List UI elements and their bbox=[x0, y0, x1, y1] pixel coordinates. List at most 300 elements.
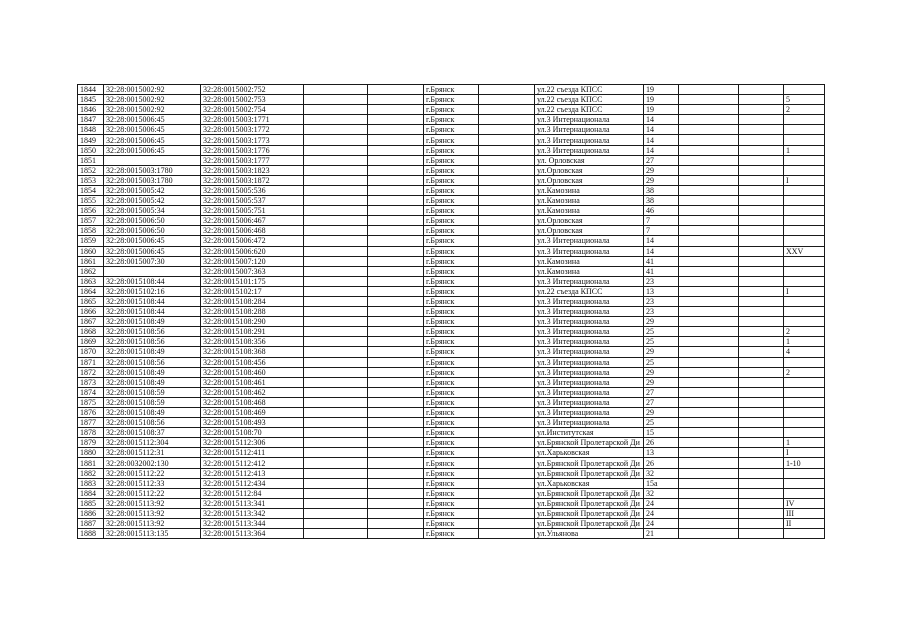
row-number-cell: 1850 bbox=[78, 145, 104, 155]
parent-cadastral-cell: 32:28:0015007:30 bbox=[104, 256, 201, 266]
blank-cell-7 bbox=[479, 175, 535, 185]
blank-cell-11 bbox=[739, 357, 784, 367]
blank-cell-4 bbox=[304, 337, 368, 347]
table-row bbox=[78, 397, 825, 407]
apartment-cell bbox=[784, 185, 825, 195]
table-row bbox=[78, 256, 825, 266]
parent-cadastral-cell: 32:28:0015006:50 bbox=[104, 226, 201, 236]
parent-cadastral-cell: 32:28:0015006:45 bbox=[104, 246, 201, 256]
table-row bbox=[78, 95, 825, 105]
parent-cadastral-cell: 32:28:0015006:45 bbox=[104, 135, 201, 145]
row-number-cell: 1870 bbox=[78, 347, 104, 357]
house-number-cell: 19 bbox=[644, 105, 679, 115]
row-number-cell: 1862 bbox=[78, 266, 104, 276]
city-cell: г.Брянск bbox=[424, 135, 479, 145]
blank-cell-10 bbox=[679, 347, 739, 357]
blank-cell-11 bbox=[739, 276, 784, 286]
row-number-cell: 1851 bbox=[78, 155, 104, 165]
table-row bbox=[78, 357, 825, 367]
row-number-cell: 1847 bbox=[78, 115, 104, 125]
parent-cadastral-cell bbox=[104, 155, 201, 165]
table-row bbox=[78, 266, 825, 276]
blank-cell-11 bbox=[739, 337, 784, 347]
blank-cell-11 bbox=[739, 438, 784, 448]
blank-cell-5 bbox=[368, 155, 424, 165]
street-cell: ул.22 съезда КПСС bbox=[535, 286, 644, 296]
blank-cell-5 bbox=[368, 125, 424, 135]
blank-cell-7 bbox=[479, 206, 535, 216]
city-cell: г.Брянск bbox=[424, 105, 479, 115]
street-cell: ул.Орловская bbox=[535, 175, 644, 185]
blank-cell-7 bbox=[479, 488, 535, 498]
cadastral-number-cell: 32:28:0015108:493 bbox=[201, 418, 304, 428]
blank-cell-7 bbox=[479, 85, 535, 95]
city-cell: г.Брянск bbox=[424, 347, 479, 357]
street-cell: ул.3 Интернационала bbox=[535, 236, 644, 246]
blank-cell-5 bbox=[368, 357, 424, 367]
city-cell: г.Брянск bbox=[424, 508, 479, 518]
street-cell: ул.Брянской Пролетарской Ди bbox=[535, 508, 644, 518]
table-row bbox=[78, 508, 825, 518]
blank-cell-7 bbox=[479, 276, 535, 286]
blank-cell-7 bbox=[479, 317, 535, 327]
row-number-cell: 1845 bbox=[78, 95, 104, 105]
blank-cell-10 bbox=[679, 165, 739, 175]
blank-cell-10 bbox=[679, 296, 739, 306]
house-number-cell: 13 bbox=[644, 286, 679, 296]
street-cell: ул.Харьковская bbox=[535, 448, 644, 458]
street-cell: ул.Харьковская bbox=[535, 478, 644, 488]
apartment-cell: 2 bbox=[784, 327, 825, 337]
table-row bbox=[78, 125, 825, 135]
blank-cell-4 bbox=[304, 508, 368, 518]
parent-cadastral-cell: 32:28:0015003:1780 bbox=[104, 165, 201, 175]
house-number-cell: 14 bbox=[644, 246, 679, 256]
apartment-cell bbox=[784, 488, 825, 498]
street-cell: ул.Брянской Пролетарской Ди bbox=[535, 438, 644, 448]
street-cell: ул.22 съезда КПСС bbox=[535, 85, 644, 95]
house-number-cell: 24 bbox=[644, 508, 679, 518]
blank-cell-4 bbox=[304, 347, 368, 357]
apartment-cell: I bbox=[784, 286, 825, 296]
row-number-cell: 1873 bbox=[78, 377, 104, 387]
house-number-cell: 24 bbox=[644, 498, 679, 508]
blank-cell-10 bbox=[679, 266, 739, 276]
parent-cadastral-cell: 32:28:0015005:34 bbox=[104, 206, 201, 216]
street-cell: ул.Брянской Пролетарской Ди bbox=[535, 498, 644, 508]
blank-cell-10 bbox=[679, 256, 739, 266]
table-row bbox=[78, 307, 825, 317]
blank-cell-5 bbox=[368, 236, 424, 246]
blank-cell-7 bbox=[479, 478, 535, 488]
row-number-cell: 1866 bbox=[78, 307, 104, 317]
blank-cell-5 bbox=[368, 458, 424, 468]
cadastral-number-cell: 32:28:0015003:1872 bbox=[201, 175, 304, 185]
city-cell: г.Брянск bbox=[424, 337, 479, 347]
cadastral-number-cell: 32:28:0015112:413 bbox=[201, 468, 304, 478]
city-cell: г.Брянск bbox=[424, 317, 479, 327]
table-row bbox=[78, 377, 825, 387]
blank-cell-5 bbox=[368, 337, 424, 347]
blank-cell-7 bbox=[479, 135, 535, 145]
blank-cell-11 bbox=[739, 498, 784, 508]
blank-cell-10 bbox=[679, 428, 739, 438]
house-number-cell: 13 bbox=[644, 448, 679, 458]
blank-cell-7 bbox=[479, 246, 535, 256]
blank-cell-11 bbox=[739, 216, 784, 226]
street-cell: ул.Ульянова bbox=[535, 529, 644, 539]
blank-cell-7 bbox=[479, 307, 535, 317]
apartment-cell bbox=[784, 357, 825, 367]
blank-cell-4 bbox=[304, 276, 368, 286]
blank-cell-10 bbox=[679, 508, 739, 518]
house-number-cell: 14 bbox=[644, 236, 679, 246]
blank-cell-4 bbox=[304, 226, 368, 236]
blank-cell-7 bbox=[479, 226, 535, 236]
city-cell: г.Брянск bbox=[424, 145, 479, 155]
blank-cell-7 bbox=[479, 448, 535, 458]
cadastral-number-cell: 32:28:0015112:306 bbox=[201, 438, 304, 448]
parent-cadastral-cell: 32:28:0015005:42 bbox=[104, 196, 201, 206]
blank-cell-11 bbox=[739, 115, 784, 125]
table-row bbox=[78, 428, 825, 438]
street-cell: ул.3 Интернационала bbox=[535, 115, 644, 125]
cadastral-number-cell: 32:28:0015113:342 bbox=[201, 508, 304, 518]
city-cell: г.Брянск bbox=[424, 418, 479, 428]
street-cell: ул.22 съезда КПСС bbox=[535, 105, 644, 115]
row-number-cell: 1852 bbox=[78, 165, 104, 175]
parent-cadastral-cell bbox=[104, 266, 201, 276]
blank-cell-10 bbox=[679, 519, 739, 529]
blank-cell-4 bbox=[304, 458, 368, 468]
blank-cell-4 bbox=[304, 155, 368, 165]
blank-cell-11 bbox=[739, 468, 784, 478]
apartment-cell: XXV bbox=[784, 246, 825, 256]
house-number-cell: 25 bbox=[644, 327, 679, 337]
blank-cell-4 bbox=[304, 105, 368, 115]
apartment-cell bbox=[784, 206, 825, 216]
cadastral-number-cell: 32:28:0015113:344 bbox=[201, 519, 304, 529]
table-row bbox=[78, 337, 825, 347]
house-number-cell: 27 bbox=[644, 397, 679, 407]
blank-cell-7 bbox=[479, 397, 535, 407]
house-number-cell: 24 bbox=[644, 519, 679, 529]
blank-cell-4 bbox=[304, 448, 368, 458]
blank-cell-5 bbox=[368, 185, 424, 195]
apartment-cell bbox=[784, 236, 825, 246]
house-number-cell: 32 bbox=[644, 468, 679, 478]
table-row bbox=[78, 458, 825, 468]
blank-cell-5 bbox=[368, 135, 424, 145]
city-cell: г.Брянск bbox=[424, 377, 479, 387]
blank-cell-5 bbox=[368, 488, 424, 498]
blank-cell-10 bbox=[679, 246, 739, 256]
blank-cell-4 bbox=[304, 246, 368, 256]
cadastral-number-cell: 32:28:0015003:1771 bbox=[201, 115, 304, 125]
blank-cell-4 bbox=[304, 296, 368, 306]
row-number-cell: 1880 bbox=[78, 448, 104, 458]
apartment-cell bbox=[784, 276, 825, 286]
blank-cell-10 bbox=[679, 196, 739, 206]
table-row bbox=[78, 226, 825, 236]
house-number-cell: 41 bbox=[644, 266, 679, 276]
street-cell: ул.Брянской Пролетарской Ди bbox=[535, 519, 644, 529]
table-row bbox=[78, 387, 825, 397]
street-cell: ул.Брянской Пролетарской Ди bbox=[535, 458, 644, 468]
blank-cell-7 bbox=[479, 337, 535, 347]
blank-cell-5 bbox=[368, 448, 424, 458]
blank-cell-11 bbox=[739, 196, 784, 206]
street-cell: ул. Орловская bbox=[535, 155, 644, 165]
blank-cell-7 bbox=[479, 468, 535, 478]
blank-cell-7 bbox=[479, 428, 535, 438]
blank-cell-5 bbox=[368, 438, 424, 448]
blank-cell-5 bbox=[368, 367, 424, 377]
parent-cadastral-cell: 32:28:0015006:45 bbox=[104, 115, 201, 125]
blank-cell-4 bbox=[304, 468, 368, 478]
blank-cell-10 bbox=[679, 317, 739, 327]
row-number-cell: 1853 bbox=[78, 175, 104, 185]
house-number-cell: 41 bbox=[644, 256, 679, 266]
table-row bbox=[78, 327, 825, 337]
row-number-cell: 1846 bbox=[78, 105, 104, 115]
parent-cadastral-cell: 32:28:0015002:92 bbox=[104, 85, 201, 95]
blank-cell-7 bbox=[479, 519, 535, 529]
blank-cell-7 bbox=[479, 357, 535, 367]
city-cell: г.Брянск bbox=[424, 529, 479, 539]
street-cell: ул.3 Интернационала bbox=[535, 317, 644, 327]
row-number-cell: 1864 bbox=[78, 286, 104, 296]
parent-cadastral-cell: 32:28:0015006:45 bbox=[104, 236, 201, 246]
apartment-cell: III bbox=[784, 508, 825, 518]
street-cell: ул.Брянской Пролетарской Ди bbox=[535, 488, 644, 498]
city-cell: г.Брянск bbox=[424, 246, 479, 256]
blank-cell-5 bbox=[368, 508, 424, 518]
blank-cell-7 bbox=[479, 165, 535, 175]
blank-cell-7 bbox=[479, 408, 535, 418]
blank-cell-10 bbox=[679, 307, 739, 317]
city-cell: г.Брянск bbox=[424, 519, 479, 529]
blank-cell-5 bbox=[368, 418, 424, 428]
blank-cell-11 bbox=[739, 105, 784, 115]
city-cell: г.Брянск bbox=[424, 185, 479, 195]
row-number-cell: 1875 bbox=[78, 397, 104, 407]
blank-cell-10 bbox=[679, 206, 739, 216]
apartment-cell bbox=[784, 296, 825, 306]
house-number-cell: 27 bbox=[644, 387, 679, 397]
blank-cell-7 bbox=[479, 105, 535, 115]
registry-body bbox=[78, 85, 825, 539]
house-number-cell: 29 bbox=[644, 175, 679, 185]
table-row bbox=[78, 478, 825, 488]
house-number-cell: 29 bbox=[644, 347, 679, 357]
blank-cell-4 bbox=[304, 438, 368, 448]
street-cell: ул.3 Интернационала bbox=[535, 397, 644, 407]
blank-cell-5 bbox=[368, 216, 424, 226]
house-number-cell: 14 bbox=[644, 135, 679, 145]
cadastral-number-cell: 32:28:0015108:461 bbox=[201, 377, 304, 387]
street-cell: ул.3 Интернационала bbox=[535, 246, 644, 256]
cadastral-number-cell: 32:28:0015003:1823 bbox=[201, 165, 304, 175]
cadastral-number-cell: 32:28:0015108:284 bbox=[201, 296, 304, 306]
table-row bbox=[78, 296, 825, 306]
city-cell: г.Брянск bbox=[424, 488, 479, 498]
blank-cell-11 bbox=[739, 145, 784, 155]
blank-cell-5 bbox=[368, 256, 424, 266]
city-cell: г.Брянск bbox=[424, 428, 479, 438]
blank-cell-4 bbox=[304, 256, 368, 266]
apartment-cell: I bbox=[784, 448, 825, 458]
city-cell: г.Брянск bbox=[424, 438, 479, 448]
table-row bbox=[78, 206, 825, 216]
apartment-cell bbox=[784, 468, 825, 478]
city-cell: г.Брянск bbox=[424, 458, 479, 468]
house-number-cell: 26 bbox=[644, 438, 679, 448]
cadastral-number-cell: 32:28:0015108:462 bbox=[201, 387, 304, 397]
city-cell: г.Брянск bbox=[424, 286, 479, 296]
city-cell: г.Брянск bbox=[424, 95, 479, 105]
blank-cell-5 bbox=[368, 95, 424, 105]
row-number-cell: 1863 bbox=[78, 276, 104, 286]
blank-cell-4 bbox=[304, 216, 368, 226]
street-cell: ул.3 Интернационала bbox=[535, 337, 644, 347]
blank-cell-10 bbox=[679, 438, 739, 448]
blank-cell-11 bbox=[739, 347, 784, 357]
apartment-cell bbox=[784, 307, 825, 317]
cadastral-number-cell: 32:28:0015108:356 bbox=[201, 337, 304, 347]
street-cell: ул.Орловская bbox=[535, 165, 644, 175]
row-number-cell: 1856 bbox=[78, 206, 104, 216]
row-number-cell: 1855 bbox=[78, 196, 104, 206]
parent-cadastral-cell: 32:28:0015108:56 bbox=[104, 418, 201, 428]
blank-cell-5 bbox=[368, 478, 424, 488]
house-number-cell: 23 bbox=[644, 276, 679, 286]
row-number-cell: 1887 bbox=[78, 519, 104, 529]
cadastral-number-cell: 32:28:0015002:752 bbox=[201, 85, 304, 95]
parent-cadastral-cell: 32:28:0015108:56 bbox=[104, 337, 201, 347]
blank-cell-4 bbox=[304, 85, 368, 95]
blank-cell-11 bbox=[739, 397, 784, 407]
street-cell: ул.22 съезда КПСС bbox=[535, 95, 644, 105]
blank-cell-10 bbox=[679, 216, 739, 226]
house-number-cell: 27 bbox=[644, 155, 679, 165]
house-number-cell: 38 bbox=[644, 196, 679, 206]
blank-cell-4 bbox=[304, 206, 368, 216]
blank-cell-11 bbox=[739, 296, 784, 306]
house-number-cell: 25 bbox=[644, 357, 679, 367]
street-cell: ул.3 Интернационала bbox=[535, 145, 644, 155]
row-number-cell: 1876 bbox=[78, 408, 104, 418]
parent-cadastral-cell: 32:28:0015108:56 bbox=[104, 327, 201, 337]
blank-cell-5 bbox=[368, 296, 424, 306]
blank-cell-11 bbox=[739, 317, 784, 327]
apartment-cell bbox=[784, 408, 825, 418]
row-number-cell: 1859 bbox=[78, 236, 104, 246]
blank-cell-10 bbox=[679, 529, 739, 539]
house-number-cell: 21 bbox=[644, 529, 679, 539]
blank-cell-7 bbox=[479, 529, 535, 539]
parent-cadastral-cell: 32:28:0015108:59 bbox=[104, 397, 201, 407]
city-cell: г.Брянск bbox=[424, 155, 479, 165]
parent-cadastral-cell: 32:28:0015108:49 bbox=[104, 367, 201, 377]
house-number-cell: 14 bbox=[644, 145, 679, 155]
row-number-cell: 1848 bbox=[78, 125, 104, 135]
blank-cell-11 bbox=[739, 448, 784, 458]
blank-cell-5 bbox=[368, 428, 424, 438]
blank-cell-4 bbox=[304, 357, 368, 367]
cadastral-number-cell: 32:28:0015101:175 bbox=[201, 276, 304, 286]
row-number-cell: 1844 bbox=[78, 85, 104, 95]
table-row bbox=[78, 165, 825, 175]
apartment-cell bbox=[784, 377, 825, 387]
blank-cell-5 bbox=[368, 175, 424, 185]
blank-cell-11 bbox=[739, 377, 784, 387]
blank-cell-10 bbox=[679, 367, 739, 377]
blank-cell-11 bbox=[739, 135, 784, 145]
apartment-cell bbox=[784, 216, 825, 226]
city-cell: г.Брянск bbox=[424, 468, 479, 478]
blank-cell-10 bbox=[679, 95, 739, 105]
blank-cell-4 bbox=[304, 135, 368, 145]
table-row bbox=[78, 498, 825, 508]
row-number-cell: 1882 bbox=[78, 468, 104, 478]
blank-cell-7 bbox=[479, 236, 535, 246]
city-cell: г.Брянск bbox=[424, 327, 479, 337]
city-cell: г.Брянск bbox=[424, 175, 479, 185]
apartment-cell: 2 bbox=[784, 105, 825, 115]
street-cell: ул.3 Интернационала bbox=[535, 357, 644, 367]
blank-cell-10 bbox=[679, 357, 739, 367]
blank-cell-7 bbox=[479, 296, 535, 306]
table-row bbox=[78, 135, 825, 145]
blank-cell-7 bbox=[479, 145, 535, 155]
apartment-cell bbox=[784, 165, 825, 175]
blank-cell-10 bbox=[679, 498, 739, 508]
house-number-cell: 14 bbox=[644, 125, 679, 135]
blank-cell-7 bbox=[479, 115, 535, 125]
blank-cell-11 bbox=[739, 185, 784, 195]
blank-cell-7 bbox=[479, 155, 535, 165]
cadastral-number-cell: 32:28:0015002:753 bbox=[201, 95, 304, 105]
house-number-cell: 46 bbox=[644, 206, 679, 216]
street-cell: ул.3 Интернационала bbox=[535, 135, 644, 145]
table-row bbox=[78, 448, 825, 458]
apartment-cell: 1 bbox=[784, 337, 825, 347]
city-cell: г.Брянск bbox=[424, 206, 479, 216]
street-cell: ул.Институтская bbox=[535, 428, 644, 438]
apartment-cell: II bbox=[784, 519, 825, 529]
blank-cell-11 bbox=[739, 307, 784, 317]
blank-cell-4 bbox=[304, 478, 368, 488]
cadastral-number-cell: 32:28:0015003:1776 bbox=[201, 145, 304, 155]
blank-cell-4 bbox=[304, 519, 368, 529]
apartment-cell: 1 bbox=[784, 438, 825, 448]
parent-cadastral-cell: 32:28:0015112:33 bbox=[104, 478, 201, 488]
parent-cadastral-cell: 32:28:0015006:45 bbox=[104, 145, 201, 155]
blank-cell-11 bbox=[739, 508, 784, 518]
city-cell: г.Брянск bbox=[424, 85, 479, 95]
city-cell: г.Брянск bbox=[424, 448, 479, 458]
city-cell: г.Брянск bbox=[424, 256, 479, 266]
blank-cell-4 bbox=[304, 125, 368, 135]
blank-cell-5 bbox=[368, 327, 424, 337]
parent-cadastral-cell: 32:28:0015112:22 bbox=[104, 468, 201, 478]
blank-cell-10 bbox=[679, 387, 739, 397]
cadastral-number-cell: 32:28:0015113:341 bbox=[201, 498, 304, 508]
street-cell: ул.Камозина bbox=[535, 256, 644, 266]
blank-cell-11 bbox=[739, 367, 784, 377]
blank-cell-5 bbox=[368, 226, 424, 236]
